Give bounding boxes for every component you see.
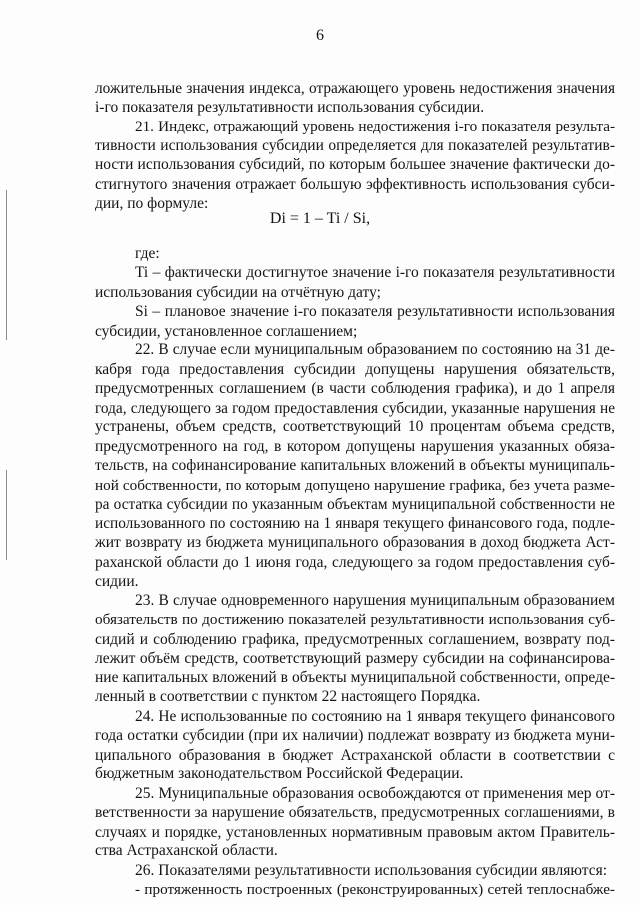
text-line: стигнутого значения отражает большую эффективность использования субси- <box>95 175 615 193</box>
text-line: - протяженность построенных (реконструированных) сетей теплоснабже- <box>135 881 615 898</box>
text-line: ности использования субсидий, по которым большее значение фактически до- <box>95 156 615 174</box>
paragraph-24-start: 24. Не использованные по состоянию на 1 января текущего финансового <box>135 708 615 725</box>
formula: Di = 1 – Ti / Si, <box>269 209 371 227</box>
scan-edge-mark <box>6 470 7 560</box>
where-label: где: <box>135 245 160 263</box>
text-line: тивности использования субсидии определяется для показателей результатив- <box>95 137 615 155</box>
text-line: устранены, объем средств, соответствующий 10 процентам объема средств, <box>95 418 615 436</box>
text-line: i-го показателя результативности использования субсидии. <box>95 98 485 116</box>
text-line: года остатки субсидии (при их наличии) подлежат возврату из бюджета муни- <box>95 726 615 744</box>
paragraph-22-start: 22. В случае если муниципальным образованием по состоянию на 31 де- <box>135 341 615 359</box>
paragraph-26-start: 26. Показателями результативности использования субсидии являются: <box>135 862 608 880</box>
text-line: ние капитальных вложений в объекты муниципальной собственности, опреде- <box>95 669 615 687</box>
page-number: 6 <box>316 27 324 44</box>
text-line: использования субсидии на отчётную дату; <box>95 284 381 301</box>
text-line: сидии. <box>95 572 139 590</box>
text-line: ложительные значения индекса, отражающего уровень недостижения значения <box>95 80 615 97</box>
paragraph-25-start: 25. Муниципальные образования освобождаются от применения мер от- <box>135 785 615 803</box>
text-line: жит возврату из бюджета муниципального образования в доход бюджета Аст- <box>95 534 615 552</box>
text-line: тельств, на софинансирование капитальных вложений в объекты муниципаль- <box>95 456 615 474</box>
text-line: лежит объём средств, соответствующий размеру субсидии на софинансирова- <box>95 649 615 667</box>
text-line: сидий и соблюдению графика, предусмотренных соглашением, возврату под- <box>95 630 615 648</box>
text-line: предусмотренных соглашением (в части соблюдения графика), и до 1 апреля <box>95 379 615 397</box>
text-line: раханской области до 1 июня года, следующего за годом предоставления суб- <box>95 553 615 571</box>
text-line: ветственности за нарушение обязательств, предусмотренных соглашениями, в <box>95 803 615 821</box>
text-line: ленный в соответствии с пунктом 22 настоящего Порядка. <box>95 688 481 706</box>
text-line: дии, по формуле: <box>95 194 209 212</box>
text-line: ра остатка субсидии по указанным объектам муниципальной собственности не <box>95 495 615 513</box>
text-line: предусмотренного на год, в котором допущены нарушения указанных обяза- <box>95 438 615 456</box>
text-line: обязательств по достижению показателей результативности использования суб- <box>95 611 615 629</box>
text-line: ципального образования в бюджет Астраханской области в соответствии с <box>95 746 615 764</box>
text-line: ной собственности, по которым допущено нарушение графика, без учета разме- <box>95 476 615 494</box>
text-line: кабря года предоставления субсидии допущены нарушения обязательств, <box>95 361 615 379</box>
text-line: субсидии, установленное соглашением; <box>95 322 358 340</box>
paragraph-21-start: 21. Индекс, отражающий уровень недостижения i-го показателя результа- <box>135 117 615 135</box>
text-line: использованного по состоянию на 1 января текущего финансового года, подле- <box>95 515 615 533</box>
text-line: случаях и порядке, установленных нормативным правовым актом Правитель- <box>95 823 615 841</box>
text-line: года, следующего за годом предоставления субсидии, указанные нарушения не <box>95 399 615 417</box>
definition-si: Si – плановое значение i-го показателя результативности использования <box>135 302 615 320</box>
text-line: бюджетным законодательством Российской Федерации. <box>95 765 464 783</box>
paragraph-23-start: 23. В случае одновременного нарушения муниципальным образованием <box>135 592 615 610</box>
definition-ti: Ti – фактически достигнутое значение i-го показателя результативности <box>135 264 615 282</box>
text-line: ства Астраханской области. <box>95 842 278 860</box>
